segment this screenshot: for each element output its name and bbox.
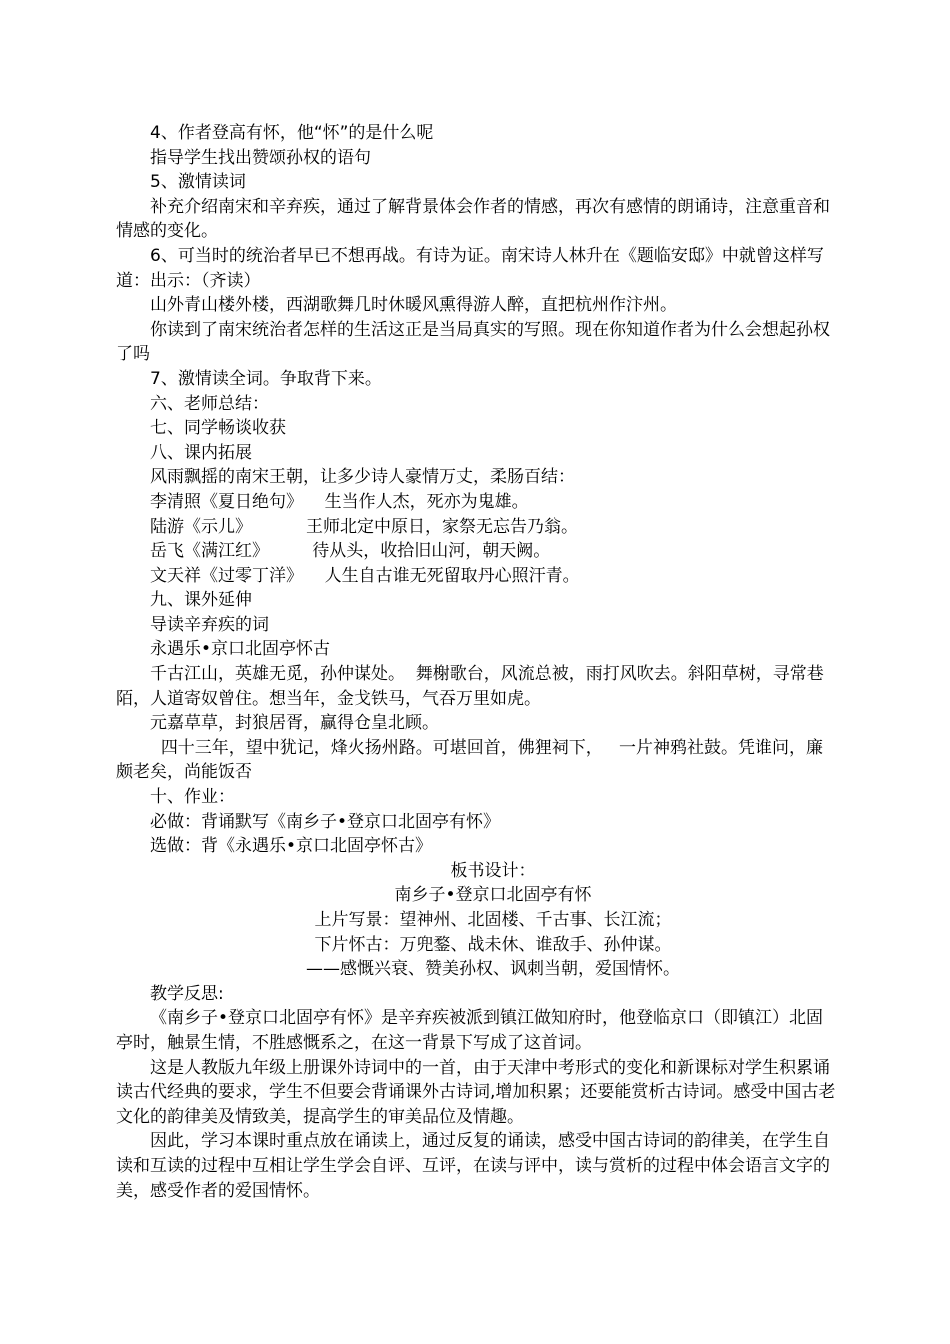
step-6-body: 6、可当时的统治者早已不想再战。有诗为证。南宋诗人林升在《题临安邸》中就曾这样写道：出示：（齐读） xyxy=(116,245,824,291)
board-design-line-2: 下片怀古：万兜鍪、战未休、谁敌手、孙仲谋。 xyxy=(314,934,672,955)
reflection-heading: 教学反思: xyxy=(150,983,224,1004)
section-9-intro: 导读辛弃疾的词 xyxy=(150,614,269,635)
board-design-heading: 板书设计： xyxy=(450,860,536,881)
board-design-title: 南乡子•登京口北固亭有怀 xyxy=(394,885,592,906)
poem-stanza-1-end: 元嘉草草，封狼居胥，赢得仓皇北顾。 xyxy=(150,713,439,734)
step-4-question: 4、作者登高有怀，他“怀”的是什么呢 xyxy=(150,123,434,143)
board-design-summary: ——感慨兴衰、赞美孙权、讽刺当朝，爱国情怀。 xyxy=(306,959,680,980)
section-8-intro: 风雨飘摇的南宋王朝，让多少诗人豪情万丈，柔肠百结： xyxy=(150,467,575,488)
section-6-heading: 六、老师总结： xyxy=(150,393,269,414)
reflection-paragraph-3: 因此，学习本课时重点放在诵读上，通过反复的诵读，感受中国古诗词的韵律美，在学生自读和互读的过程中互相让学生学会自评、互评，在读与评中，读与赏析的过程中体会语言文字的美，感受作者的爱国情怀。 xyxy=(116,1131,830,1201)
section-10-heading: 十、作业： xyxy=(150,787,235,808)
homework-optional: 选做：背《永遇乐•京口北固亭怀古》 xyxy=(150,836,433,857)
poem-line-li-qingzhao: 李清照《夏日绝句》 生当作人杰，死亦为鬼雄。 xyxy=(150,491,529,512)
section-7-heading: 七、同学畅谈收获 xyxy=(150,418,286,439)
poem-line-yue-fei: 岳飞《满江红》 待从头，收拾旧山河，朝天阙。 xyxy=(150,541,551,562)
reflection-paragraph-2: 这是人教版九年级上册课外诗词中的一首，由于天津中考形式的变化和新课标对学生积累诵读古代经典的要求，学生不但要会背诵课外古诗词,增加积累；还要能赏析古诗词。感受中国古老文化的韵律美及情致美，提高学生的审美品位及情趣。 xyxy=(116,1057,836,1127)
step-4-guidance: 指导学生找出赞颂孙权的语句 xyxy=(150,147,371,168)
step-5-body: 补充介绍南宋和辛弃疾，通过了解背景体会作者的情感，再次有感情的朗诵诗，注意重音和情感的变化。 xyxy=(116,196,830,242)
poem-lin-sheng: 山外青山楼外楼，西湖歌舞几时休暖风熏得游人醉，直把杭州作汴州。 xyxy=(150,295,677,316)
document-page xyxy=(116,121,836,1203)
step-6-question: 你读到了南宋统治者怎样的生活这正是当局真实的写照。现在你知道作者为什么会想起孙权了吗 xyxy=(116,319,830,365)
poem-line-lu-you: 陆游《示儿》 王师北定中原日，家祭无忘告乃翁。 xyxy=(150,516,579,537)
poem-line-wen-tianxiang: 文天祥《过零丁洋》 人生自古谁无死留取丹心照汗青。 xyxy=(150,565,580,586)
step-5-heading: 5、激情读词 xyxy=(150,172,246,193)
section-8-heading: 八、课内拓展 xyxy=(150,442,252,463)
poem-stanza-2: 四十三年，望中犹记，烽火扬州路。可堪回首，佛狸祠下， 一片神鸦社鼓。凭谁问，廉颇老矣，尚能饭否 xyxy=(116,737,824,783)
poem-stanza-1: 千古江山，英雄无觅，孙仲谋处。 舞榭歌台，风流总被，雨打风吹去。斜阳草树，寻常巷陌，人道寄奴曾住。想当年，金戈铁马，气吞万里如虎。 xyxy=(116,664,824,709)
board-design-line-1: 上片写景：望神州、北固楼、千古事、长江流； xyxy=(314,910,672,930)
homework-required: 必做：背诵默写《南乡子•登京口北固亭有怀》 xyxy=(150,811,501,832)
reflection-paragraph-1: 《南乡子•登京口北固亭有怀》是辛弃疾被派到镇江做知府时，他登临京口（即镇江）北固亭时，触景生情，不胜感慨系之，在这一背景下写成了这首词。 xyxy=(116,1008,824,1053)
step-7: 7、激情读全词。争取背下来。 xyxy=(150,368,382,389)
section-9-heading: 九、课外延伸 xyxy=(150,590,252,611)
poem-title: 永遇乐•京口北固亭怀古 xyxy=(150,639,331,660)
